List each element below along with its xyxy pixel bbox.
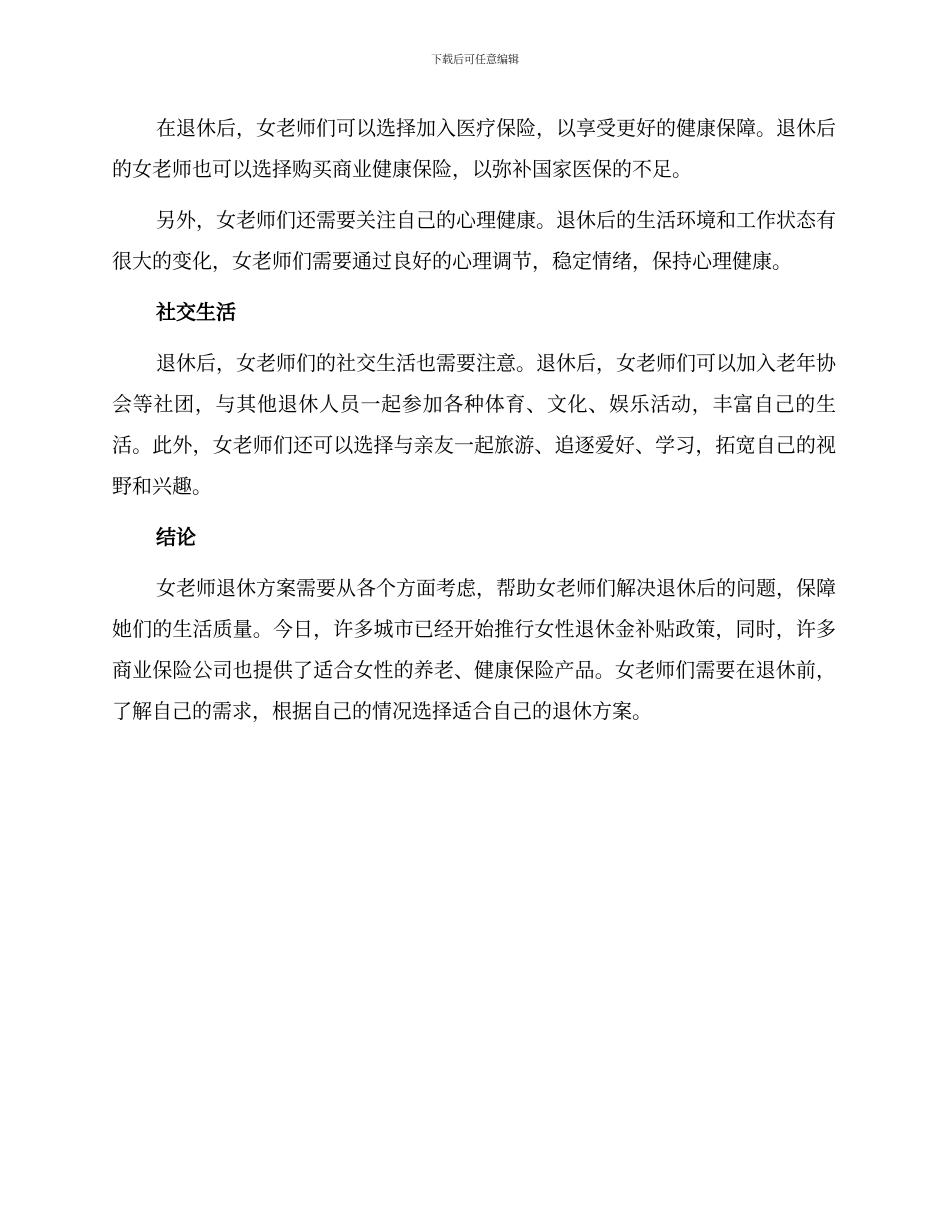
section-heading-social-life: 社交生活	[156, 300, 236, 324]
paragraph-social-life: 退休后，女老师们的社交生活也需要注意。退休后，女老师们可以加入老年协会等社团，与其他退休人员一起参加各种体育、文化、娱乐活动，丰富自己的生活。此外，女老师们还可以选择与亲友一起旅游、追逐爱好、学习，拓宽自己的视野和兴趣。	[112, 351, 836, 498]
page-header: 下载后可任意编辑	[431, 53, 519, 66]
paragraph-conclusion: 女老师退休方案需要从各个方面考虑，帮助女老师们解决退休后的问题，保障她们的生活质量。今日，许多城市已经开始推行女性退休金补贴政策，同时，许多商业保险公司也提供了适合女性的养老、健康保险产品。女老师们需要在退休前，了解自己的需求，根据自己的情况选择适合自己的退休方案。	[112, 576, 836, 723]
section-heading-conclusion: 结论	[156, 525, 196, 549]
paragraph-medical-insurance: 在退休后，女老师们可以选择加入医疗保险，以享受更好的健康保障。退休后的女老师也可以选择购买商业健康保险，以弥补国家医保的不足。	[112, 116, 836, 181]
paragraph-mental-health: 另外，女老师们还需要关注自己的心理健康。退休后的生活环境和工作状态有很大的变化，女老师们需要通过良好的心理调节，稳定情绪，保持心理健康。	[112, 208, 836, 273]
document-body	[112, 108, 836, 732]
